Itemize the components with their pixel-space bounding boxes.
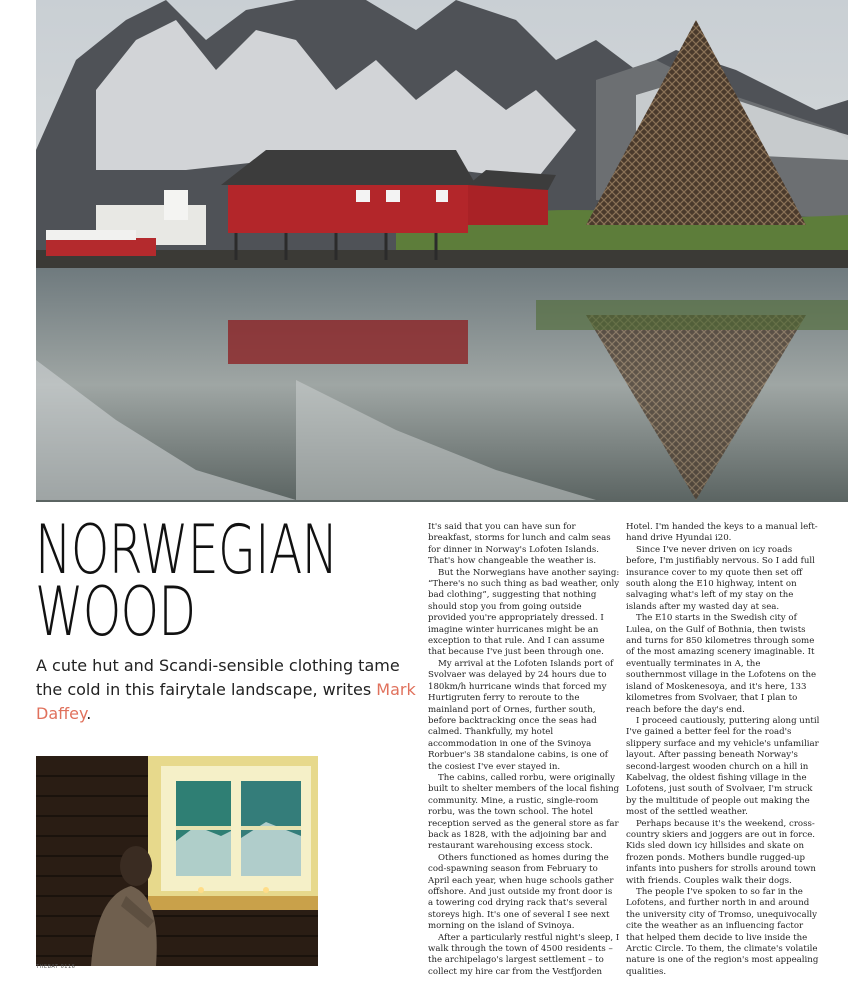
paragraph: It's said that you can have sun for breakfast, storms for lunch and calm seas for dinner in Norway's Lofoten Islands. That's how changeable the weather is. [428,522,611,567]
paragraph: I proceed cautiously, puttering along until I've gained a better feel for the road's slippery surface and my vehicle's unfamiliar layout. After passing beneath Norway's second-largest wooden church on a hill in Kabelvag, the oldest fishing village in the Lofotens, just south of Svolvaer, I'm struck by the multitude of people out making the most of the settled weather. [626,715,820,818]
lofoten-landscape-image [36,0,848,502]
body-column-2 [626,522,822,978]
cabin-window-image [36,756,318,966]
paragraph: The cabins, called rorbu, were originally built to shelter members of the local fishing community. Mine, a rustic, single-room rorbu, was the town school. The hotel reception served as the general store as far back as 1828, with the adjoining bar and restaurant warehousing excess stock. [428,772,620,852]
title-line-2: WOOD [35,573,196,652]
hero-photo [36,0,848,502]
body-column-1 [428,522,620,978]
title-line-1: NORWEGIAN [35,511,338,590]
standfirst [36,654,416,726]
paragraph: After a particularly restful night's sleep, I walk through the town of 4500 residents – the archipelago's largest settlement – to collect my hire car from the Vestfjorden [428,932,620,977]
paragraph: My arrival at the Lofoten Islands port of Svolvaer was delayed by 24 hours due to 180km/h hurricane winds that forced my Hurtigruten ferry to reroute to the mainland port of Ornes, further south, before backtracking once the seas had calmed. Thankfully, my hotel accommodation in one of the Svinoya Rorbuer's 38 standalone cabins, is one of the cosiest I've ever stayed in. [428,658,614,772]
standfirst-text: A cute hut and Scandi-sensible clothing tame the cold in this fairytale landscape, writes [36,656,400,699]
paragraph: The E10 starts in the Swedish city of Lulea, on the Gulf of Bothnia, then twists and turns for 850 kilometres through some of the most amazing scenery imaginable. It eventually terminates in A, the southernmost village in the Lofotens on the island of Moskenesoya, and it's here, 133 kilometres from Svolvaer, that I plan to reach before the day's end. [626,613,817,715]
cabin-interior-photo [36,756,318,966]
photo-credit: THEBAT 0116 [36,964,76,970]
paragraph: But the Norwegians have another saying: “There's no such thing as bad weather, only bad clothing”, suggesting that nothing should stop you from going outside provided you're appropriately dressed. I imagine winter hurricanes might be an exception to that rule. And I can assume that because I've just been through one. [428,567,620,658]
article-title [35,511,338,652]
paragraph: Perhaps because it's the weekend, cross-country skiers and joggers are out in force. Kids sled down icy hillsides and skate on frozen ponds. Mothers bundle rugged-up infants into pushers for strolls around town with friends. Couples walk their dogs. [626,818,816,886]
paragraph: Hotel. I'm handed the keys to a manual left-hand drive Hyundai i20. [626,522,818,544]
paragraph: Others functioned as homes during the cod-spawning season from February to April each year, when huge schools gather offshore. And just outside my front door is a towering cod drying rack that's several storeys high. It's one of several I see next morning on the island of Svinoya. [428,852,614,932]
paragraph: The people I've spoken to so far in the Lofotens, and further north in and around the university city of Tromso, unequivocally cite the weather as an influencing factor that helped them decide to live inside the Arctic Circle. To them, the climate's volatile nature is one of the region's most appealing qualities. [626,887,819,977]
standfirst-end: . [86,704,92,723]
author-name: Mark Daffey [36,680,416,723]
paragraph: Since I've never driven on icy roads before, I'm justifiably nervous. So I add full insurance cover to my quote then set off south along the E10 highway, intent on salvaging what's left of my stay on the islands after my wasted day at sea. [626,544,815,612]
